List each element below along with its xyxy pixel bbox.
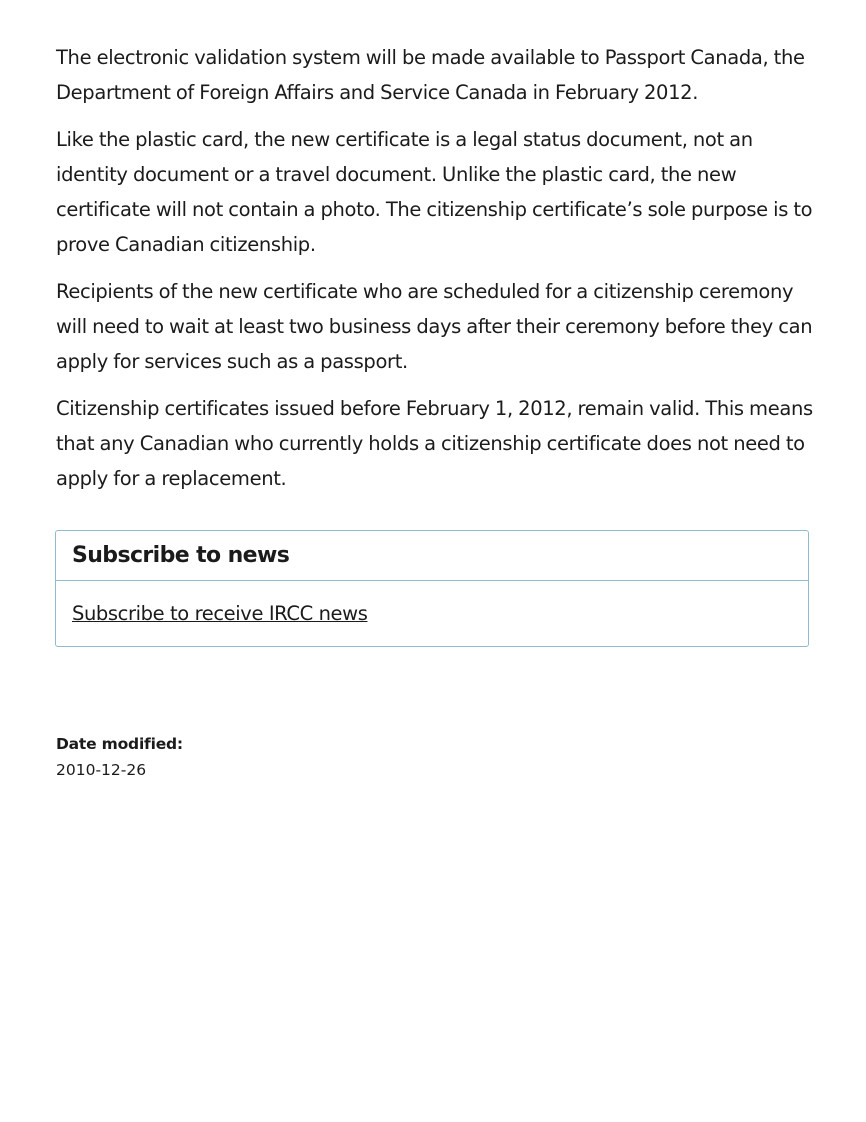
date-modified-value: 2010-12-26 [56,761,147,779]
paragraph-ceremony-wait: Recipients of the new certificate who are scheduled for a citizenship ceremony will need to wait at least two business days after their ceremony before they can apply for services such as a passport. [56,280,813,373]
subscribe-panel-heading: Subscribe to news [56,531,808,581]
paragraph-certificates-valid: Citizenship certificates issued before February 1, 2012, remain valid. This means that any Canadian who currently holds a citizenship certificate does not need to apply for a replacement. [56,397,813,490]
paragraph-electronic-validation: The electronic validation system will be made available to Passport Canada, the Department of Foreign Affairs and Service Canada in February 2012. [56,46,805,104]
date-modified-label: Date modified: [56,735,183,753]
paragraph-legal-status: Like the plastic card, the new certificate is a legal status document, not an identity document or a travel document. Unlike the plastic card, the new certificate will not contain a photo. The citizenship certificate’s sole purpose is to prove Canadian citizenship. [56,128,813,256]
date-modified [56,732,183,784]
article-content [56,40,816,508]
subscribe-news-link[interactable]: Subscribe to receive IRCC news [72,602,368,625]
subscribe-panel-body [56,581,808,630]
subscribe-panel [55,530,809,647]
